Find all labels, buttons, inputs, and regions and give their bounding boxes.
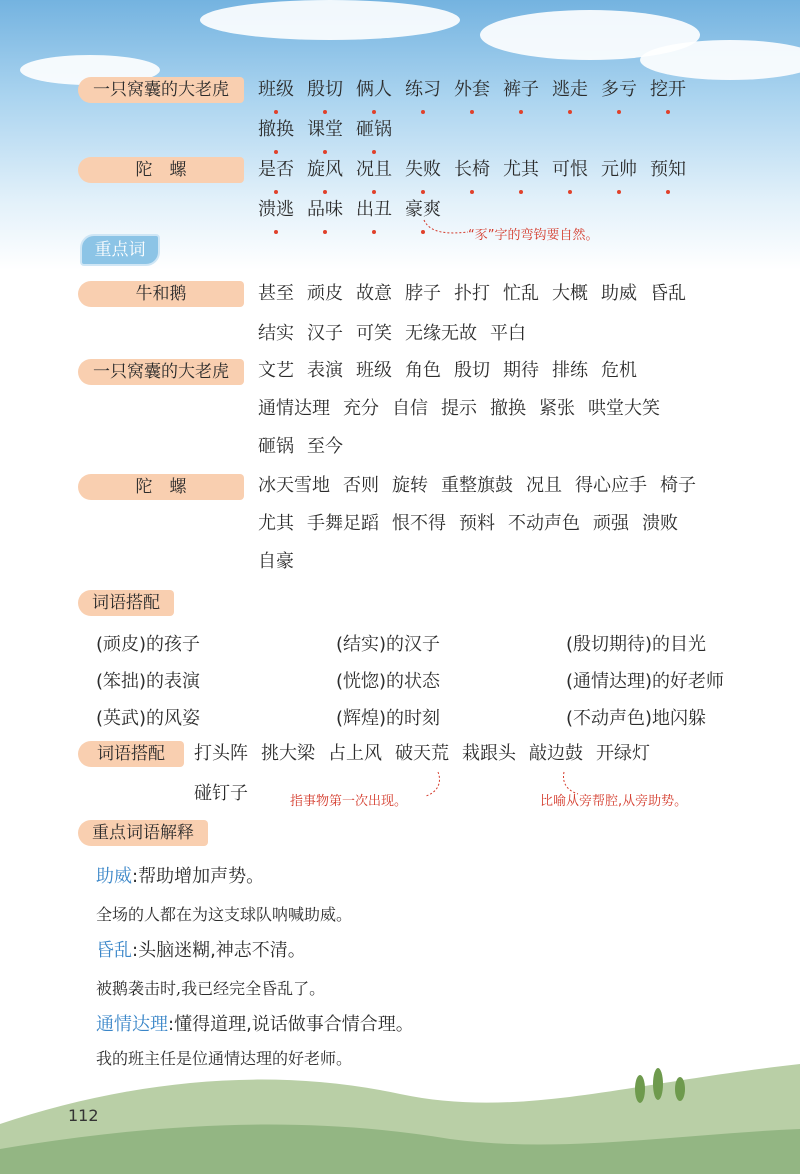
word: 排练	[552, 360, 588, 381]
word: 况且	[356, 150, 392, 190]
word: 紧张	[539, 398, 575, 419]
word: 至今	[307, 436, 343, 457]
word: 期待	[503, 360, 539, 381]
word: 占上风	[328, 743, 382, 764]
word: 班级	[258, 70, 294, 110]
word: 况且	[526, 475, 562, 496]
word: 通情达理	[258, 398, 330, 419]
example-sentence: 我的班主任是位通情达理的好老师。	[96, 1049, 353, 1068]
word: 课堂	[307, 110, 343, 150]
word: 殷切	[307, 70, 343, 110]
word: 结实	[258, 323, 294, 344]
lesson-label: 一只窝囊的大老虎	[78, 359, 244, 385]
collocation-item: (通情达理)的好老师	[566, 671, 725, 692]
word: 预知	[650, 150, 686, 190]
word: 逃走	[552, 70, 588, 110]
word: 得心应手	[575, 475, 647, 496]
word: 撤换	[490, 398, 526, 419]
word: 脖子	[405, 283, 441, 304]
word: 助威	[601, 283, 637, 304]
word: 碰钉子	[194, 783, 248, 804]
word: 旋风	[307, 150, 343, 190]
word: 自豪	[258, 551, 294, 572]
explained-term: 昏乱	[96, 940, 132, 961]
word: 顽强	[593, 513, 629, 534]
explanation-heading: 重点词语解释	[78, 820, 208, 846]
writing-note: “豕”字的弯钩要自然。	[468, 228, 599, 243]
lesson-label: 陀 螺	[78, 157, 244, 183]
word: 平白	[490, 323, 526, 344]
word: 不动声色	[508, 513, 580, 534]
lesson-label: 一只窝囊的大老虎	[78, 77, 244, 103]
word: 练习	[405, 70, 441, 110]
word: 尤其	[258, 513, 294, 534]
word: 椅子	[660, 475, 696, 496]
collocation-heading: 词语搭配	[78, 590, 174, 616]
example-sentence: 全场的人都在为这支球队呐喊助威。	[96, 905, 353, 924]
word: 敲边鼓	[529, 743, 583, 764]
word-list	[258, 467, 758, 581]
collocation-item: (英武)的风姿	[96, 708, 201, 729]
word: 手舞足蹈	[307, 513, 379, 534]
idiom-note: 指事物第一次出现。	[290, 794, 408, 809]
word: 挑大梁	[261, 743, 315, 764]
word: 俩人	[356, 70, 392, 110]
word: 恨不得	[392, 513, 446, 534]
word: 扑打	[454, 283, 490, 304]
word: 甚至	[258, 283, 294, 304]
word: 溃逃	[258, 190, 294, 230]
key-words-heading: 重点词	[80, 234, 160, 266]
definition: :懂得道理,说话做事合情合理。	[168, 1014, 414, 1035]
word: 撤换	[258, 110, 294, 150]
word-explanation	[96, 936, 306, 962]
note-pointer	[420, 218, 470, 238]
word: 栽跟头	[462, 743, 516, 764]
word: 提示	[441, 398, 477, 419]
word: 可恨	[552, 150, 588, 190]
word: 是否	[258, 150, 294, 190]
word: 班级	[356, 360, 392, 381]
word: 元帅	[601, 150, 637, 190]
word: 危机	[601, 360, 637, 381]
word: 旋转	[392, 475, 428, 496]
word-list	[258, 70, 758, 150]
word: 无缘无故	[405, 323, 477, 344]
collocation2-heading: 词语搭配	[78, 741, 184, 767]
word: 开绿灯	[596, 743, 650, 764]
collocation-item: (笨拙)的表演	[96, 671, 201, 692]
word: 出丑	[356, 190, 392, 230]
word: 豪爽	[405, 190, 441, 230]
lesson-label: 陀 螺	[78, 474, 244, 500]
page-number: 112	[68, 1106, 99, 1125]
word: 外套	[454, 70, 490, 110]
collocation-item: (顽皮)的孩子	[96, 634, 201, 655]
word: 表演	[307, 360, 343, 381]
word: 挖开	[650, 70, 686, 110]
word-explanation	[96, 1010, 414, 1036]
word: 哄堂大笑	[588, 398, 660, 419]
word: 角色	[405, 360, 441, 381]
collocation-item: (结实)的汉子	[336, 634, 441, 655]
word: 充分	[343, 398, 379, 419]
explained-term: 助威	[96, 866, 132, 887]
word: 尤其	[503, 150, 539, 190]
word: 顽皮	[307, 283, 343, 304]
word: 失败	[405, 150, 441, 190]
collocation-item: (恍惚)的状态	[336, 671, 441, 692]
word: 预料	[459, 513, 495, 534]
word: 多亏	[601, 70, 637, 110]
word: 打头阵	[194, 743, 248, 764]
word: 昏乱	[650, 283, 686, 304]
word: 忙乱	[503, 283, 539, 304]
lesson-label: 牛和鹅	[78, 281, 244, 307]
word: 品味	[307, 190, 343, 230]
word: 故意	[356, 283, 392, 304]
collocation-item: (不动声色)地闪躲	[566, 708, 707, 729]
word: 殷切	[454, 360, 490, 381]
explained-term: 通情达理	[96, 1014, 168, 1035]
note-pointer	[420, 770, 450, 800]
word: 文艺	[258, 360, 294, 381]
word: 砸锅	[258, 436, 294, 457]
word: 自信	[392, 398, 428, 419]
word-list	[258, 274, 758, 354]
word: 重整旗鼓	[441, 475, 513, 496]
definition: :头脑迷糊,神志不清。	[132, 940, 306, 961]
word: 冰天雪地	[258, 475, 330, 496]
word: 汉子	[307, 323, 343, 344]
word-explanation	[96, 862, 264, 888]
example-sentence: 被鹅袭击时,我已经完全昏乱了。	[96, 979, 326, 998]
word: 大概	[552, 283, 588, 304]
word: 砸锅	[356, 110, 392, 150]
idiom-note: 比喻从旁帮腔,从旁助势。	[540, 794, 688, 809]
word: 长椅	[454, 150, 490, 190]
word: 裤子	[503, 70, 539, 110]
collocation-item: (殷切期待)的目光	[566, 634, 707, 655]
note-pointer	[560, 770, 590, 800]
word: 溃败	[642, 513, 678, 534]
word: 破天荒	[395, 743, 449, 764]
word-list	[258, 352, 758, 466]
word: 否则	[343, 475, 379, 496]
collocation-item: (辉煌)的时刻	[336, 708, 441, 729]
definition: :帮助增加声势。	[132, 866, 265, 887]
word: 可笑	[356, 323, 392, 344]
word-list	[258, 150, 758, 230]
